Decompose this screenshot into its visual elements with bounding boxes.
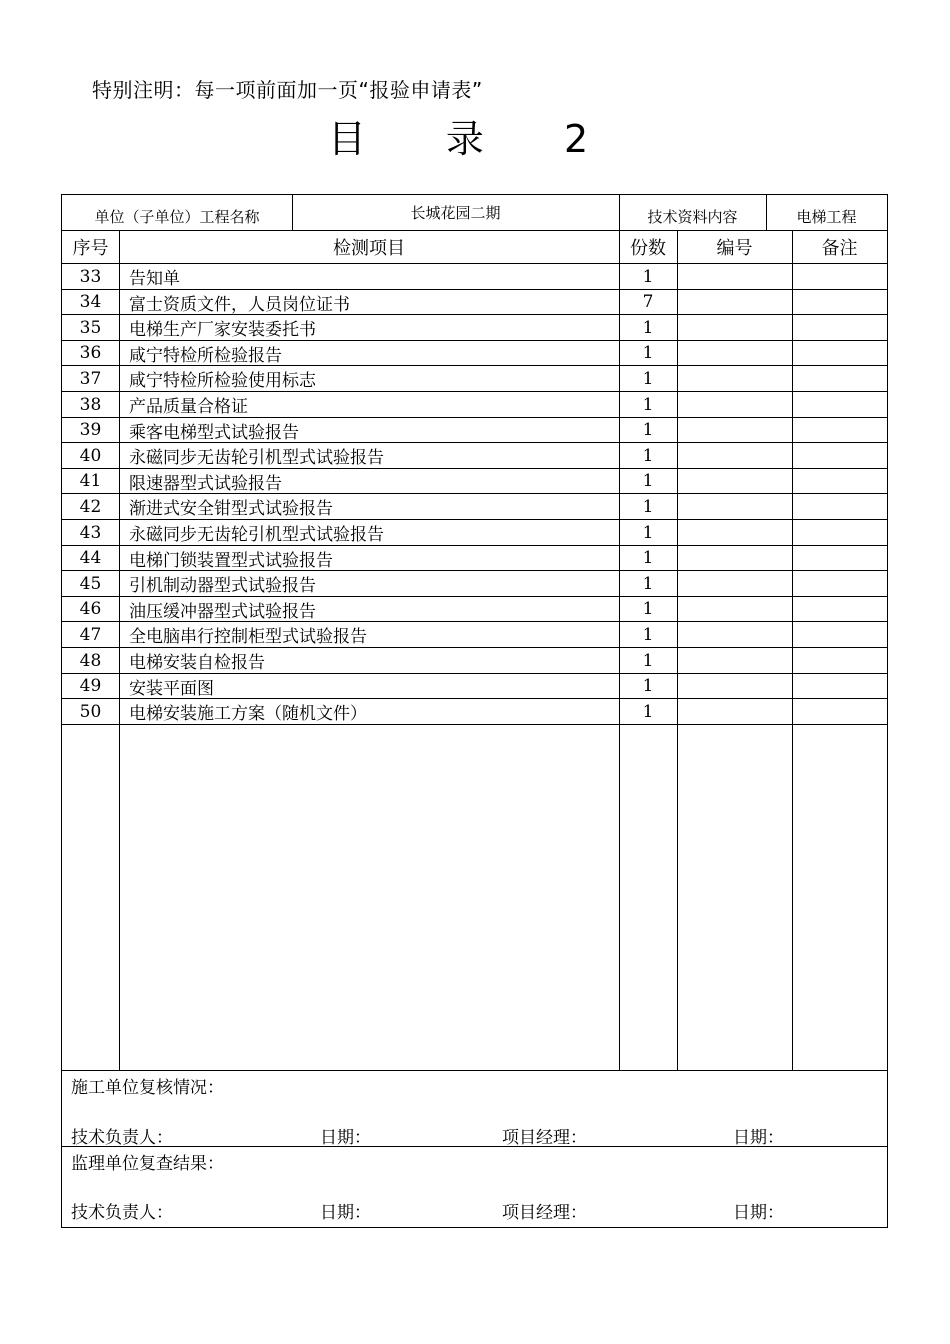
table-row bbox=[62, 674, 887, 700]
construction-tech-lead-label: 技术负责人： bbox=[71, 1128, 173, 1148]
content-label: 技术资料内容 bbox=[647, 208, 738, 226]
project-header-row bbox=[62, 195, 887, 231]
row-item: 全电脑串行控制柜型式试验报告 bbox=[129, 627, 367, 648]
row-item: 渐进式安全钳型式试验报告 bbox=[129, 499, 333, 520]
row-count: 1 bbox=[642, 343, 654, 364]
row-item: 富士资质文件，人员岗位证书 bbox=[129, 294, 350, 315]
row-number: 43 bbox=[79, 522, 102, 543]
divider bbox=[292, 195, 293, 230]
row-number: 46 bbox=[79, 599, 102, 620]
construction-pm-date-label: 日期： bbox=[733, 1128, 784, 1148]
page-title: 目 录 2 bbox=[327, 117, 623, 161]
supervision-date-label: 日期： bbox=[320, 1203, 371, 1223]
divider bbox=[619, 195, 620, 230]
row-count: 1 bbox=[642, 522, 654, 543]
row-item: 产品质量合格证 bbox=[129, 397, 248, 417]
table-row bbox=[62, 418, 887, 444]
row-count: 1 bbox=[642, 496, 654, 517]
row-number: 48 bbox=[79, 650, 102, 671]
row-item: 油压缓冲器型式试验报告 bbox=[129, 601, 316, 622]
row-number: 50 bbox=[79, 701, 102, 722]
row-count: 1 bbox=[642, 676, 654, 697]
row-item: 永磁同步无齿轮引机型式试验报告 bbox=[129, 525, 384, 545]
row-item: 电梯安装施工方案（随机文件） bbox=[129, 704, 367, 725]
row-count: 1 bbox=[642, 394, 654, 415]
col-header-remark: 备注 bbox=[821, 238, 858, 259]
construction-pm-label: 项目经理： bbox=[502, 1128, 587, 1148]
table-row bbox=[62, 622, 887, 648]
row-item: 电梯门锁装置型式试验报告 bbox=[129, 550, 333, 571]
row-item: 乘客电梯型式试验报告 bbox=[129, 422, 299, 443]
row-item: 咸宁特检所检验报告 bbox=[129, 345, 282, 366]
table-row bbox=[62, 469, 887, 495]
row-item: 限速器型式试验报告 bbox=[129, 473, 282, 494]
col-header-item: 检测项目 bbox=[333, 238, 405, 259]
row-count: 7 bbox=[642, 292, 654, 313]
row-count: 1 bbox=[642, 573, 654, 594]
special-note: 特别注明：每一项前面加一页“报验申请表” bbox=[92, 78, 483, 102]
row-number: 33 bbox=[79, 266, 102, 287]
row-item: 永磁同步无齿轮引机型式试验报告 bbox=[129, 448, 384, 469]
row-count: 1 bbox=[642, 701, 654, 722]
table-row bbox=[62, 546, 887, 572]
table-row bbox=[62, 315, 887, 341]
col-header-no: 序号 bbox=[72, 238, 109, 259]
table-row bbox=[62, 290, 887, 316]
row-item: 告知单 bbox=[129, 269, 180, 289]
row-number: 36 bbox=[79, 343, 102, 364]
row-number: 38 bbox=[79, 394, 102, 415]
table-row bbox=[62, 520, 887, 546]
divider bbox=[766, 195, 767, 230]
row-count: 1 bbox=[642, 471, 654, 492]
row-item: 电梯生产厂家安装委托书 bbox=[129, 320, 316, 341]
supervision-tech-lead-label: 技术负责人： bbox=[71, 1203, 173, 1223]
content-value: 电梯工程 bbox=[796, 208, 857, 226]
row-item: 电梯安装自检报告 bbox=[129, 653, 265, 673]
row-number: 45 bbox=[79, 573, 102, 594]
table-row bbox=[62, 648, 887, 674]
row-number: 35 bbox=[79, 317, 102, 338]
row-number: 37 bbox=[79, 368, 102, 389]
table-row bbox=[62, 366, 887, 392]
table-row bbox=[62, 341, 887, 367]
row-count: 1 bbox=[642, 650, 654, 671]
row-count: 1 bbox=[642, 317, 654, 338]
table-row bbox=[62, 597, 887, 623]
table-row bbox=[62, 494, 887, 520]
construction-date-label: 日期： bbox=[320, 1128, 371, 1148]
supervision-pm-label: 项目经理： bbox=[502, 1203, 587, 1223]
table-row bbox=[62, 264, 887, 290]
table-row bbox=[62, 571, 887, 597]
row-count: 1 bbox=[642, 548, 654, 569]
row-item: 安装平面图 bbox=[129, 678, 214, 699]
row-item: 咸宁特检所检验使用标志 bbox=[129, 371, 316, 392]
row-number: 34 bbox=[79, 292, 102, 313]
row-count: 1 bbox=[642, 599, 654, 620]
row-number: 49 bbox=[79, 676, 102, 697]
catalog-table bbox=[61, 194, 888, 1228]
unit-value: 长城花园二期 bbox=[410, 204, 501, 222]
row-count: 1 bbox=[642, 624, 654, 645]
row-count: 1 bbox=[642, 420, 654, 441]
table-row bbox=[62, 443, 887, 469]
col-header-count: 份数 bbox=[630, 238, 666, 259]
grid-line bbox=[62, 724, 887, 725]
supervision-pm-date-label: 日期： bbox=[733, 1203, 784, 1223]
row-number: 41 bbox=[79, 471, 102, 492]
row-number: 39 bbox=[79, 420, 102, 441]
row-count: 1 bbox=[642, 368, 654, 389]
row-number: 44 bbox=[79, 548, 102, 569]
row-number: 47 bbox=[79, 624, 102, 645]
grid-line bbox=[62, 1146, 887, 1147]
construction-review-label: 施工单位复核情况： bbox=[71, 1078, 224, 1098]
row-count: 1 bbox=[642, 266, 654, 287]
col-header-code: 编号 bbox=[716, 238, 753, 259]
row-number: 42 bbox=[79, 496, 102, 517]
unit-label: 单位（子单位）工程名称 bbox=[94, 208, 260, 226]
grid-line bbox=[62, 1070, 887, 1071]
table-row bbox=[62, 699, 887, 725]
row-item: 引机制动器型式试验报告 bbox=[129, 576, 316, 597]
row-number: 40 bbox=[79, 445, 102, 466]
table-row bbox=[62, 392, 887, 418]
supervision-review-label: 监理单位复查结果： bbox=[71, 1154, 224, 1174]
row-count: 1 bbox=[642, 445, 654, 466]
